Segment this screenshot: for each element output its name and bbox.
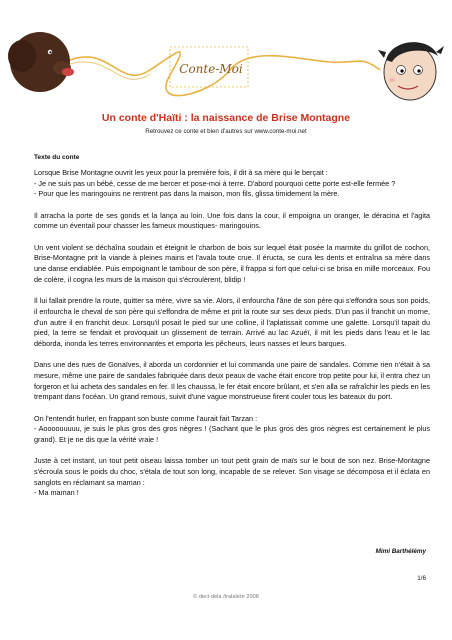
paragraph-line: Dans une des rues de Gonaïves, il aborda un cordonnier et lui commanda une paire de sandales. Comme rien n'était à sa mesure, même une paire de sandales fabriquée dans deux peaux de vache était encore trop petite pour lui, il entra chez un forgeron et lui acheta des sandales en fer. Il les chaussa, le fer était encore brûlant, et s'en alla se rafraîchir les pieds en les trempant dans l'océan. Un grand remous, suivit d'une vague monstrueuse firent couler tous les bateaux du port. <box>34 360 430 402</box>
paragraph-line: Il arracha la porte de ses gonds et la lança au loin. Une fois dans la cour, il empoigna un oranger, le déracina et l'agita comme un éventail pour chasser les fameux moustiques- maringouins. <box>34 210 430 231</box>
section-label: Texte du conte <box>34 154 80 161</box>
dark-face-icon <box>8 32 74 92</box>
paragraph-line: - Je ne suis pas un bébé, cesse de me bercer et pose-moi à terre. D'abord pourquoi cette porte est-elle fermée ? <box>34 178 396 188</box>
document-title: Un conte d'Haïti : la naissance de Brise Montagne <box>101 112 351 124</box>
paragraph-line: Juste à cet instant, un tout petit oiseau laissa tomber un tout petit grain de maïs sur le bout de son nez. Brise-Montagne s'écroula sous le poids du choc, s'étala de tout son long, incapable de se relever. Son visage se décomposa et il éclata en sanglots en réclamant sa maman : <box>34 456 430 487</box>
paragraph <box>34 243 430 286</box>
paragraph-line: Un vent violent se déchaîna soudain et éteignit le charbon de bois sur lequel était posée la marmite du grillot de cochon, Brise-Montagne prit la viande à pleines mains et l'avala toute crue. Il éructa, se cura les dents et entraîna sa mère dans une danse endiablée. Puis empoignant le tambour de son père, il frappa si fort que celui-ci se brisa en mille morceaux. Fou de colère, il cogna les murs de la maison qui s'écroulèrent, blidip ! <box>34 242 430 284</box>
header-illustration <box>0 0 452 120</box>
author-signature: Mimi Barthélémy <box>375 548 426 555</box>
paragraph <box>34 456 430 499</box>
paragraph <box>34 296 430 350</box>
story-body <box>34 168 430 510</box>
paragraph-line: Il lui fallait prendre la route, quitter sa mère, vivre sa vie. Alors, il enfourcha l'âne de son père qui s'effondra sous son poids, il enfourcha le cheval de son père qui s'effondra de même et prit la route sur ses deux pieds. D'un pas il franchit un morne, d'un autre il en franchit deux. Lorsqu'il posait le pied sur une colline, il l'aplatissait comme une galette. Lorsqu'il tapait du pied, la terre se fendait et provoquait un glissement de terrain. Arrivé au lac Azuéï, il mit les pieds dans l'eau et le lac déborda, inonda les terres environnantes et emporta les pêcheurs, leurs nasses et leurs barques. <box>34 296 430 348</box>
logo-text: Conte-Moi <box>179 62 243 76</box>
light-face-icon <box>378 42 444 100</box>
paragraph-line: - Pour que les maringouins ne rentrent pas dans la maison, mon fils, glissa timidement la mère. <box>34 189 340 199</box>
paragraph <box>34 360 430 403</box>
page-number: 1/6 <box>417 575 426 582</box>
paragraph <box>34 414 430 446</box>
document-subtitle: Retrouvez ce conte et bien d'autres sur www.conte-moi.net <box>145 128 307 135</box>
paragraph <box>34 211 430 232</box>
footer-copyright: © deci-dela /tralalere 2008 <box>193 594 259 600</box>
paragraph-line: - Aoooouuuuu, je suis le plus gros des gros nègres ! (Sachant que le plus gros des gros nègres est certainement le plus grand). Et je ne dis que la vérité vraie ! <box>34 424 430 445</box>
paragraph <box>34 168 430 200</box>
paragraph-line: On l'entendit hurler, en frappant son buste comme l'aurait fait Tarzan : <box>34 413 258 423</box>
paragraph-line: - Ma maman ! <box>34 488 79 498</box>
paragraph-line: Lorsque Brise Montagne ouvrit les yeux pour la première fois, il dit à sa mère qui le berçait : <box>34 168 328 177</box>
